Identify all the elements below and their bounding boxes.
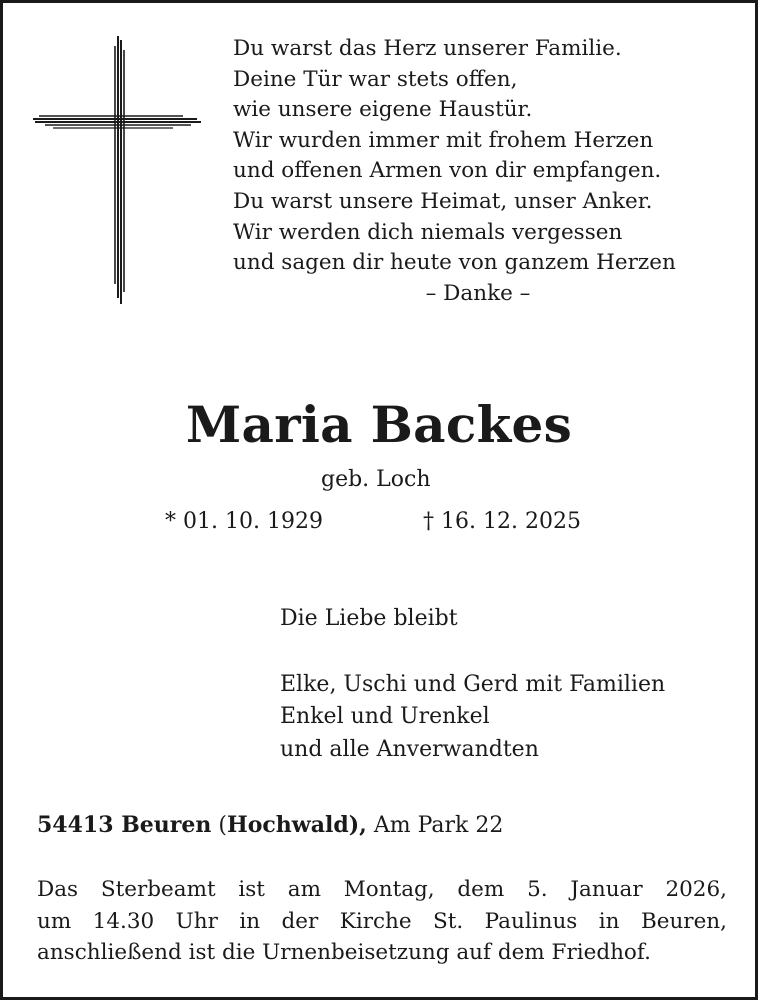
- poem-line: Deine Tür war stets offen,: [233, 66, 518, 92]
- service-notice: [37, 874, 727, 969]
- family-address: [37, 812, 503, 838]
- poem-line: Du warst unsere Heimat, unser Anker.: [233, 188, 653, 214]
- address-place: 54413 Beuren: [37, 812, 212, 838]
- address-region: Hochwald: [226, 812, 349, 838]
- mourner-line: Elke, Uschi und Gerd mit Familien: [280, 671, 666, 697]
- deceased-name: Maria Backes: [185, 395, 573, 454]
- poem: [233, 34, 743, 309]
- poem-closing: – Danke –: [425, 280, 531, 306]
- address-street: Am Park 22: [366, 813, 504, 838]
- mourner-line: Enkel und Urenkel: [280, 704, 490, 729]
- death-date: † 16. 12. 2025: [423, 509, 581, 534]
- service-notice-line: anschließend ist die Urnenbeisetzung auf dem Friedhof.: [37, 940, 651, 965]
- mourner-line: und alle Anverwandten: [280, 736, 539, 762]
- poem-line: Wir werden dich niemals vergessen: [233, 219, 623, 245]
- poem-line: Du warst das Herz unserer Familie.: [233, 36, 622, 61]
- service-notice-line: um 14.30 Uhr in der Kirche St. Paulinus in Beuren,: [37, 908, 727, 934]
- motto: Die Liebe bleibt: [280, 606, 458, 631]
- address-close-paren: ),: [348, 812, 367, 838]
- birth-date: * 01. 10. 1929: [165, 509, 323, 534]
- mourners-block: [280, 603, 665, 766]
- poem-line: und sagen dir heute von ganzem Herzen: [233, 250, 676, 276]
- poem-line: und offenen Armen von dir empfangen.: [233, 158, 662, 184]
- poem-line: Wir wurden immer mit frohem Herzen: [233, 127, 654, 153]
- address-open-paren: (: [211, 813, 227, 838]
- service-notice-line: Das Sterbeamt ist am Montag, dem 5. Januar 2026,: [37, 877, 727, 902]
- cross-icon: [33, 36, 201, 304]
- maiden-name: geb. Loch: [321, 467, 431, 492]
- poem-line: wie unsere eigene Haustür.: [233, 97, 533, 123]
